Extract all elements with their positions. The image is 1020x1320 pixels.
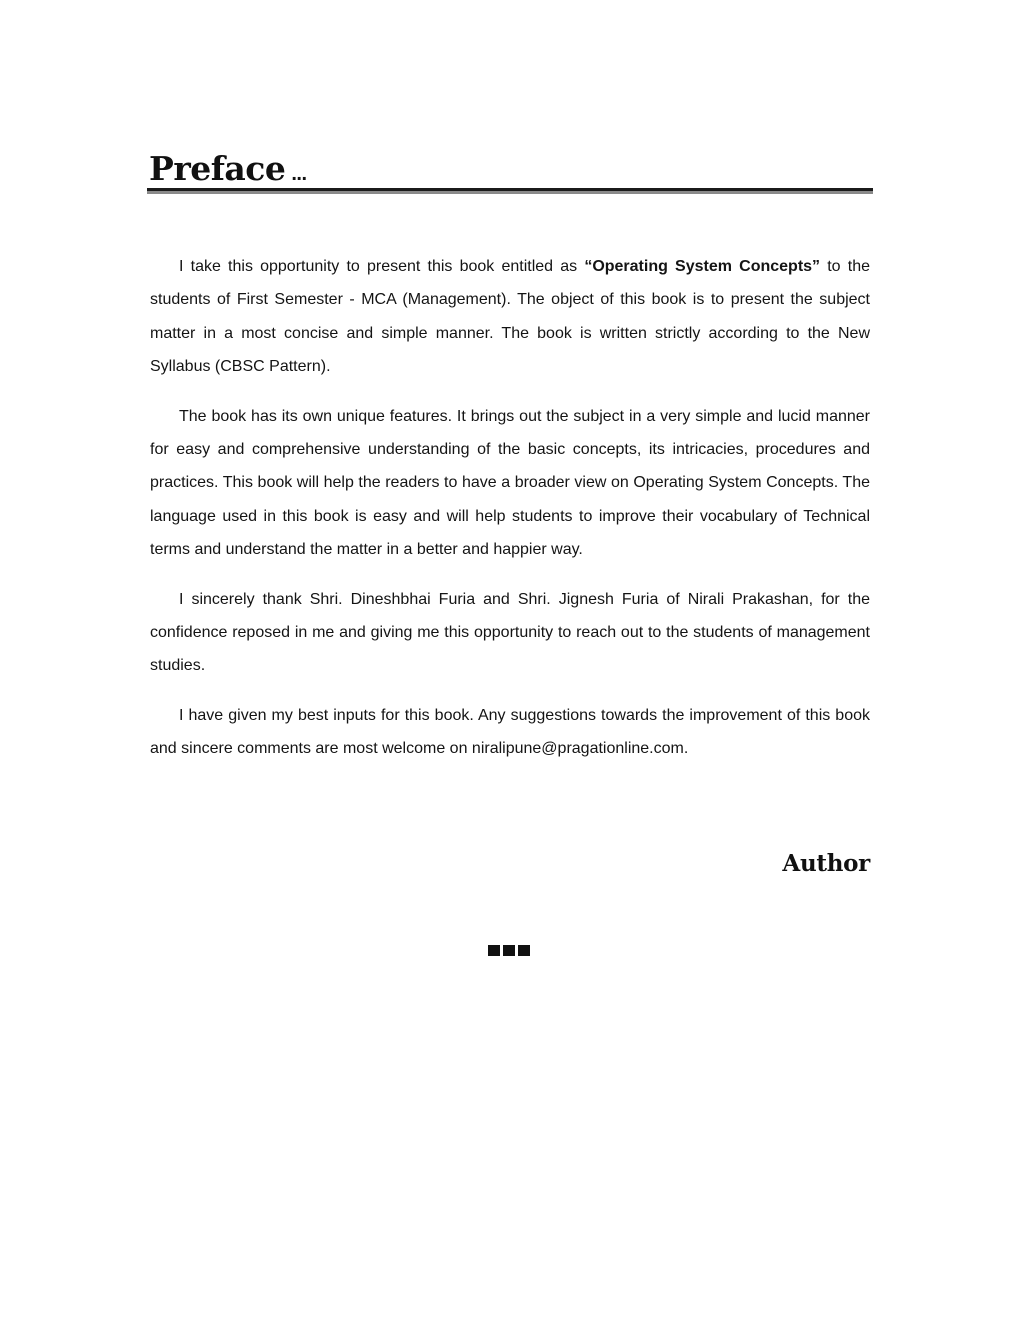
page-title-text: Preface xyxy=(149,149,286,188)
end-square-3 xyxy=(518,945,530,956)
paragraph-4: I have given my best inputs for this book. Any suggestions towards the improvement of this book and sincere comments are most welcome on niralipune@pragationline.com. xyxy=(150,707,870,758)
end-square-2 xyxy=(503,945,515,956)
author-signature: Author xyxy=(782,850,870,877)
end-square-1 xyxy=(488,945,500,956)
paragraph-1 xyxy=(150,250,870,383)
title-underline-shadow xyxy=(147,191,873,194)
paragraph-1-lead: I take this opportunity to present this book entitled as xyxy=(179,258,585,275)
three-squares-end-mark-icon xyxy=(488,945,530,956)
preface-body xyxy=(150,250,870,782)
paragraph-3: I sincerely thank Shri. Dineshbhai Furia and Shri. Jignesh Furia of Nirali Prakashan, for the confidence reposed in me and giving me this opportunity to reach out to the students of management studies. xyxy=(150,590,870,675)
page-title-ellipsis: ... xyxy=(291,163,307,185)
paragraph-1-rest: to the students of First Semester - MCA (Management). The object of this book is to present the subject matter in a most concise and simple manner. The book is written strictly according to the New Syllabus (CBSC Pattern). xyxy=(150,258,871,375)
paragraph-2: The book has its own unique features. It brings out the subject in a very simple and lucid manner for easy and comprehensive understanding of the basic concepts, its intricacies, procedures and practices. This book will help the readers to have a broader view on Operating System Concepts. The language used in this book is easy and will help students to improve their vocabulary of Technical terms and understand the matter in a better and happier way. xyxy=(150,407,870,558)
book-title: “Operating System Concepts” xyxy=(584,258,821,275)
